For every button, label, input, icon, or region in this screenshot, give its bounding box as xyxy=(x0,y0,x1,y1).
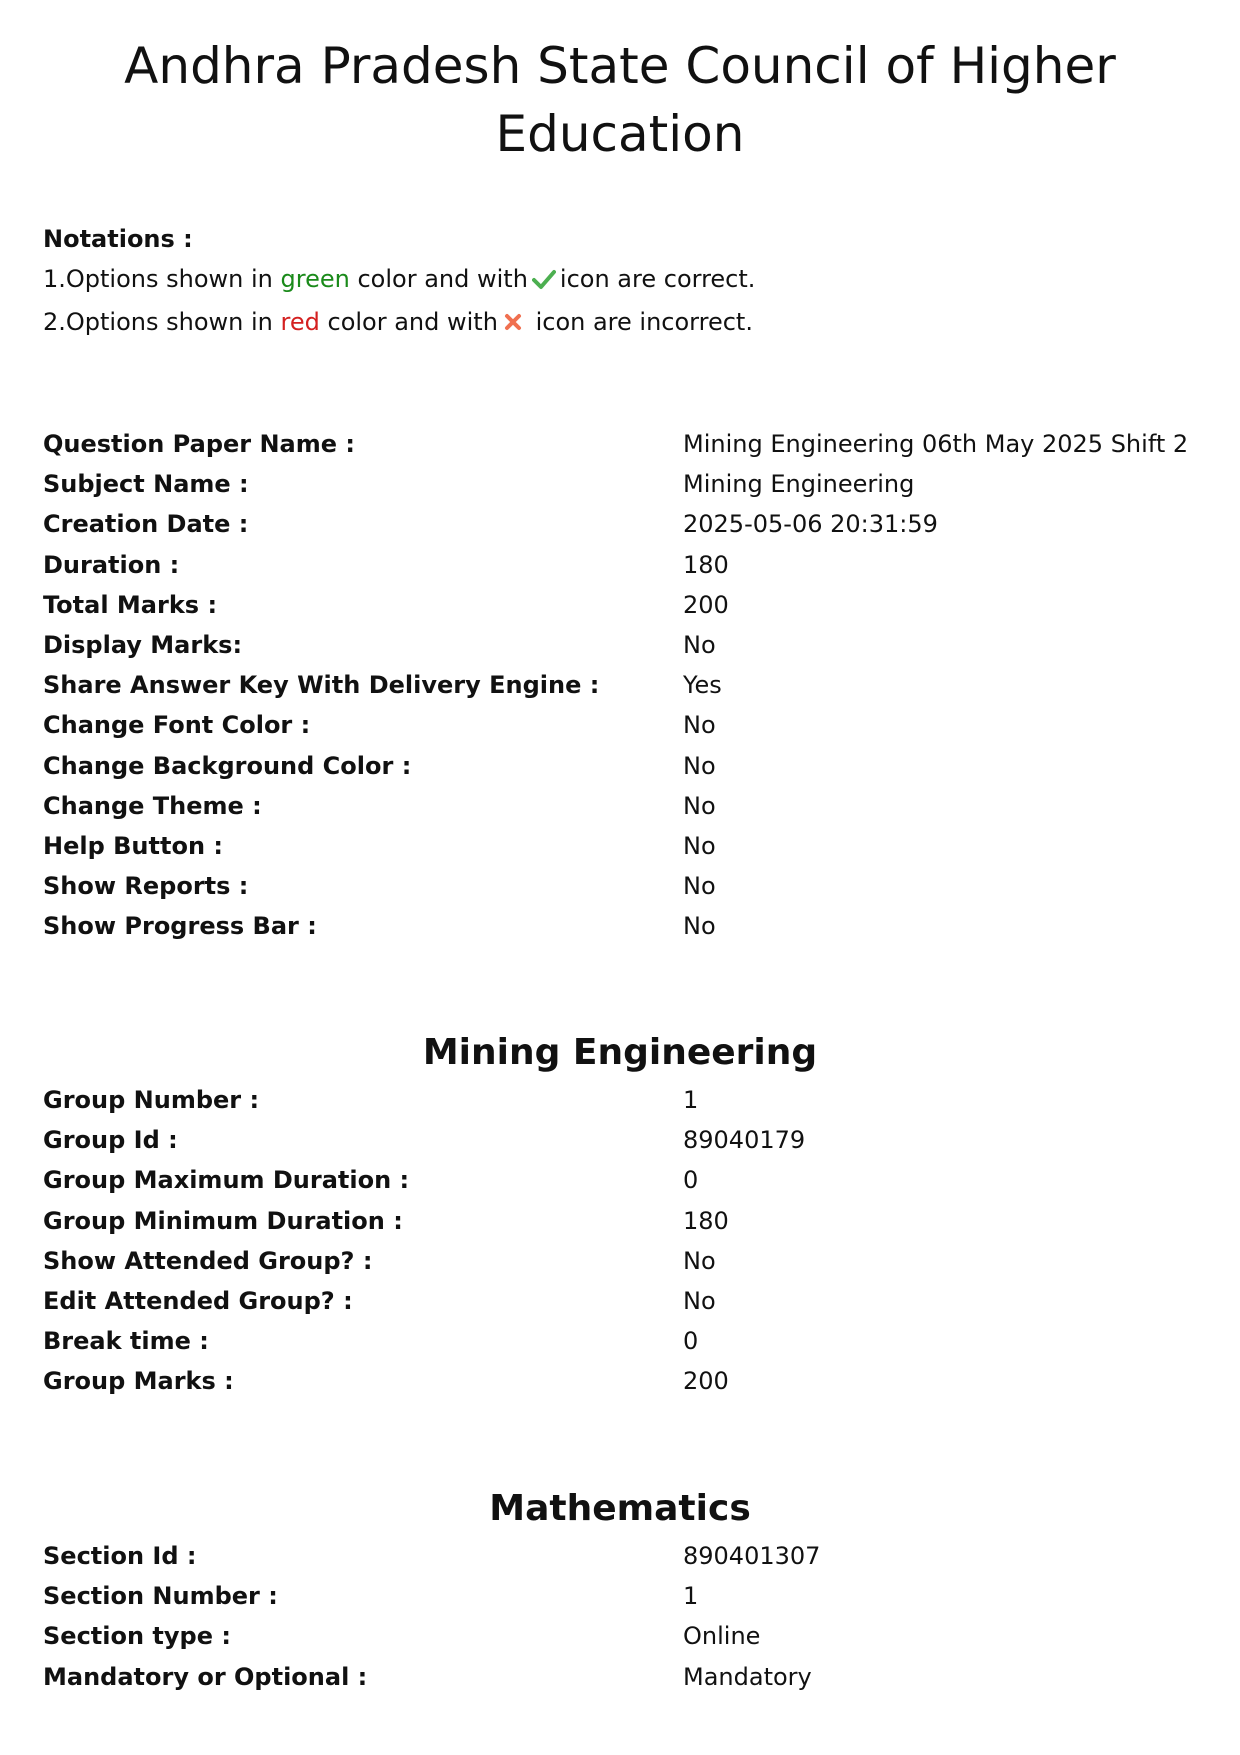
section-heading: Mathematics xyxy=(489,1488,751,1529)
field-label: Mandatory or Optional : xyxy=(43,1662,368,1691)
field-label: Duration : xyxy=(43,550,180,579)
notations-heading: Notations : xyxy=(43,225,193,253)
field-value: No xyxy=(683,912,716,941)
field-label: Section Number : xyxy=(43,1582,278,1611)
section-info-row xyxy=(43,1536,1203,1576)
field-value: 180 xyxy=(683,550,729,579)
field-value: Yes xyxy=(683,671,722,700)
field-value: Online xyxy=(683,1622,761,1651)
field-value: 1 xyxy=(683,1582,699,1611)
field-label: Change Theme : xyxy=(43,791,262,820)
group-info-row xyxy=(43,1281,1203,1321)
group-info-list xyxy=(43,1080,1203,1402)
field-value: No xyxy=(683,831,716,860)
field-value: No xyxy=(683,631,716,660)
notation-text: color and with xyxy=(357,265,528,293)
notation-text: 1.Options shown in xyxy=(43,265,273,293)
field-label: Total Marks : xyxy=(43,590,218,619)
field-value: 1 xyxy=(683,1086,699,1115)
field-label: Group Marks : xyxy=(43,1367,234,1396)
notation-incorrect xyxy=(43,302,1143,345)
field-label: Section Id : xyxy=(43,1542,197,1571)
field-label: Subject Name : xyxy=(43,470,249,499)
field-value: No xyxy=(683,1246,716,1275)
field-value: No xyxy=(683,751,716,780)
field-label: Share Answer Key With Delivery Engine : xyxy=(43,671,600,700)
notation-correct xyxy=(43,259,1143,302)
group-info-row xyxy=(43,1241,1203,1281)
group-info-row xyxy=(43,1321,1203,1361)
group-info-row xyxy=(43,1361,1203,1401)
notation-text: icon are correct. xyxy=(559,265,756,293)
field-label: Group Id : xyxy=(43,1126,178,1155)
paper-info-row xyxy=(43,906,1203,946)
field-value: Mining Engineering xyxy=(683,470,915,499)
group-info-row xyxy=(43,1160,1203,1200)
field-value: 180 xyxy=(683,1206,729,1235)
paper-info-list xyxy=(43,424,1203,946)
notation-green-word: green xyxy=(280,265,350,293)
section-info-row xyxy=(43,1657,1203,1697)
field-label: Show Attended Group? : xyxy=(43,1246,373,1275)
field-label: Group Number : xyxy=(43,1086,260,1115)
field-label: Show Reports : xyxy=(43,872,249,901)
notation-text: 2.Options shown in xyxy=(43,308,273,336)
field-value: 200 xyxy=(683,590,729,619)
field-label: Group Maximum Duration : xyxy=(43,1166,410,1195)
field-value: No xyxy=(683,1287,716,1316)
paper-info-row xyxy=(43,826,1203,866)
field-label: Show Progress Bar : xyxy=(43,912,317,941)
field-value: Mining Engineering 06th May 2025 Shift 2 xyxy=(683,430,1189,459)
paper-info-row xyxy=(43,786,1203,826)
field-label: Display Marks: xyxy=(43,631,243,660)
paper-info-row xyxy=(43,625,1203,665)
paper-info-row xyxy=(43,746,1203,786)
paper-info-row xyxy=(43,665,1203,705)
field-value: No xyxy=(683,711,716,740)
field-value: No xyxy=(683,791,716,820)
field-label: Help Button : xyxy=(43,831,223,860)
notation-text: icon are incorrect. xyxy=(535,308,753,336)
notation-red-word: red xyxy=(280,308,320,336)
field-value: 89040179 xyxy=(683,1126,806,1155)
field-value: 0 xyxy=(683,1166,699,1195)
paper-info-row xyxy=(43,424,1203,464)
field-value: Mandatory xyxy=(683,1662,812,1691)
field-value: 0 xyxy=(683,1327,699,1356)
paper-info-row xyxy=(43,585,1203,625)
section-info-list xyxy=(43,1536,1203,1697)
paper-info-row xyxy=(43,545,1203,585)
notations-block xyxy=(43,219,1143,345)
field-label: Group Minimum Duration : xyxy=(43,1206,403,1235)
paper-info-row xyxy=(43,464,1203,504)
cross-icon xyxy=(502,305,524,345)
paper-info-row xyxy=(43,866,1203,906)
paper-info-row xyxy=(43,504,1203,544)
field-label: Section type : xyxy=(43,1622,231,1651)
field-label: Break time : xyxy=(43,1327,209,1356)
group-info-row xyxy=(43,1120,1203,1160)
notation-text: color and with xyxy=(327,308,498,336)
section-info-row xyxy=(43,1616,1203,1656)
field-label: Question Paper Name : xyxy=(43,430,355,459)
group-heading: Mining Engineering xyxy=(422,1032,818,1073)
group-info-row xyxy=(43,1080,1203,1120)
group-info-row xyxy=(43,1201,1203,1241)
page-title: Andhra Pradesh State Council of Higher Education xyxy=(124,37,1116,163)
field-value: No xyxy=(683,872,716,901)
field-value: 200 xyxy=(683,1367,729,1396)
field-label: Change Background Color : xyxy=(43,751,412,780)
field-value: 890401307 xyxy=(683,1542,821,1571)
check-icon xyxy=(532,262,556,302)
field-label: Edit Attended Group? : xyxy=(43,1287,353,1316)
paper-info-row xyxy=(43,705,1203,745)
field-label: Change Font Color : xyxy=(43,711,311,740)
field-value: 2025-05-06 20:31:59 xyxy=(683,510,938,539)
section-info-row xyxy=(43,1576,1203,1616)
field-label: Creation Date : xyxy=(43,510,249,539)
